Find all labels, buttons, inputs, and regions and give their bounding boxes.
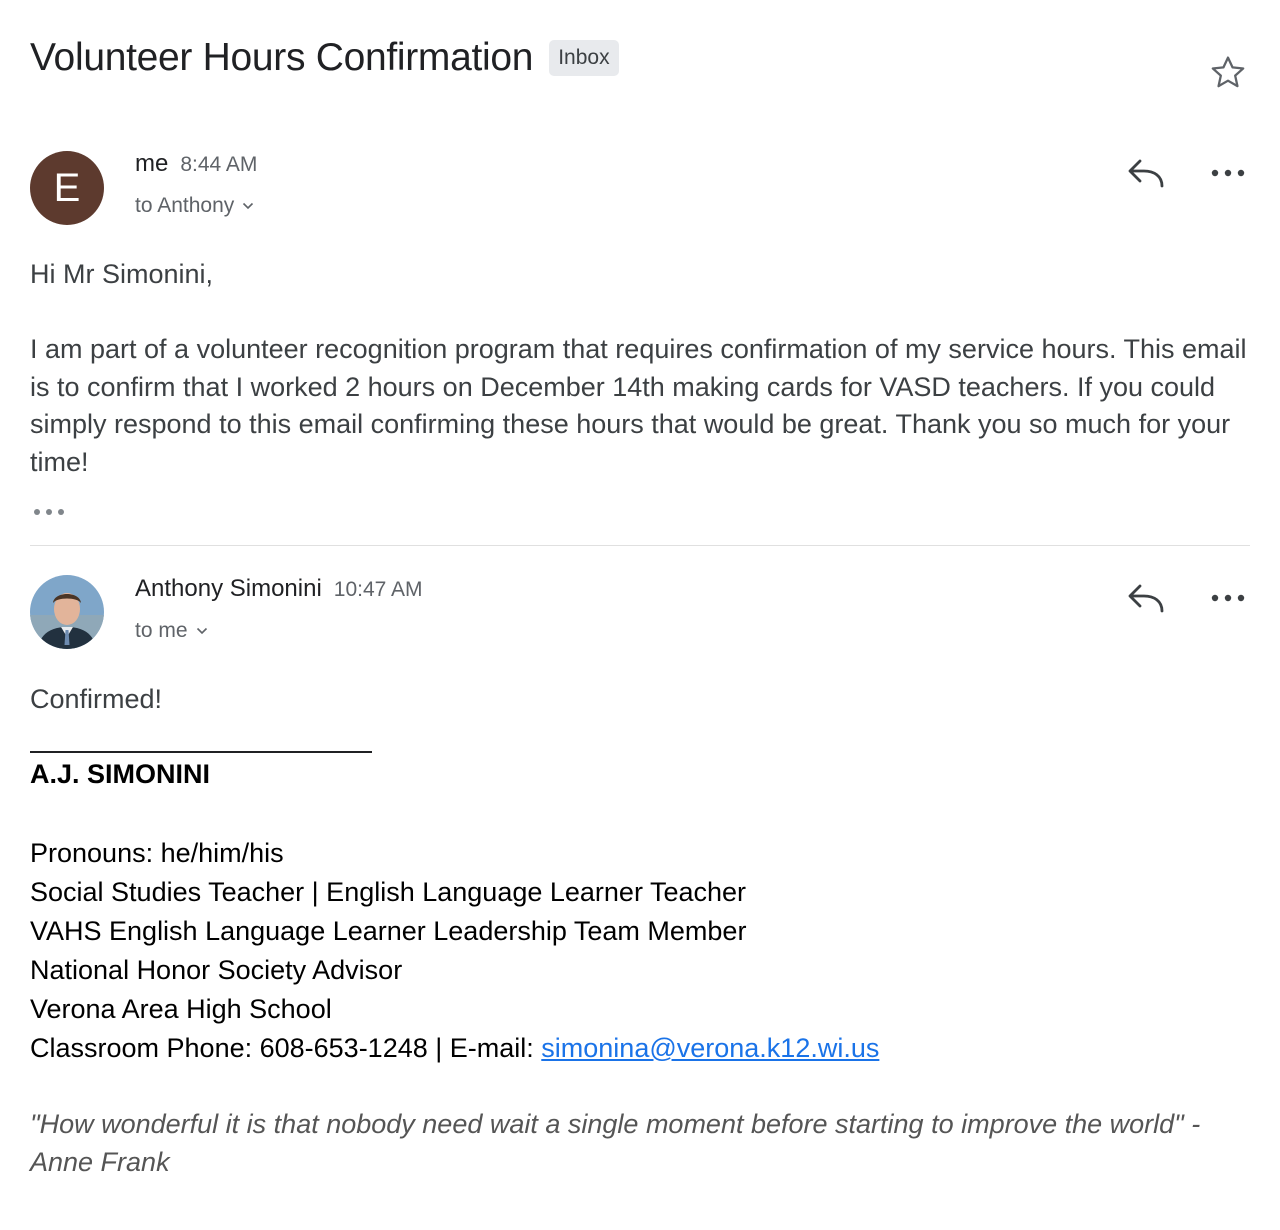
signature-role: National Honor Society Advisor [30, 955, 403, 985]
chevron-down-icon [242, 202, 254, 210]
sender-name[interactable]: me [135, 150, 169, 177]
signature-role: VAHS English Language Learner Leadership Team Member [30, 916, 747, 946]
more-options-icon[interactable] [1210, 166, 1246, 180]
signature-role: Social Studies Teacher | English Language Learner Teacher [30, 877, 747, 907]
reply-icon[interactable] [1126, 156, 1166, 190]
signature-school: Verona Area High School [30, 994, 332, 1024]
message-time: 10:47 AM [333, 578, 423, 601]
recipient-text: to me [135, 619, 188, 642]
signature-email-link[interactable]: simonina@verona.k12.wi.us [541, 1033, 880, 1063]
thread-subject: Volunteer Hours Confirmation [30, 36, 534, 79]
recipient-text: to Anthony [135, 194, 235, 217]
signature-quote: "How wonderful it is that nobody need wait a single moment before starting to improve the world" - Anne Frank [30, 1109, 1201, 1177]
recipient-toggle[interactable] [135, 194, 254, 218]
avatar-photo[interactable] [30, 575, 104, 649]
signature-separator [30, 751, 372, 753]
profile-photo-icon [30, 575, 104, 649]
more-options-icon[interactable] [1210, 591, 1246, 605]
reply-icon[interactable] [1126, 581, 1166, 615]
recipient-toggle[interactable] [135, 619, 208, 643]
inbox-label-badge[interactable]: Inbox [549, 40, 618, 76]
signature-contact [30, 1029, 879, 1068]
message-divider [30, 545, 1250, 546]
message-2 [30, 575, 1250, 1215]
message-1 [30, 150, 1250, 530]
chevron-down-icon [196, 627, 208, 635]
sender-line [135, 575, 423, 603]
message-greeting: Hi Mr Simonini, [30, 259, 214, 289]
avatar[interactable] [30, 151, 104, 225]
signature-block [30, 834, 879, 1068]
message-body: Confirmed! [30, 684, 163, 714]
sender-name[interactable]: Anthony Simonini [135, 575, 322, 602]
signature-name: A.J. SIMONINI [30, 759, 211, 789]
signature-pronouns: Pronouns: he/him/his [30, 838, 284, 868]
thread-header [30, 36, 619, 80]
sender-line [135, 150, 257, 178]
message-body: I am part of a volunteer recognition program that requires confirmation of my service hours. This email is to confirm that I worked 2 hours on December 14th making cards for VASD teachers. If you could simply respond to this email confirming these hours that would be great. Thank you so much for your time! [30, 334, 1247, 477]
star-icon[interactable] [1207, 52, 1249, 94]
avatar-letter: E [53, 165, 81, 210]
message-time: 8:44 AM [180, 153, 258, 176]
signature-phone: Classroom Phone: 608-653-1248 | E-mail: [30, 1033, 542, 1063]
show-trimmed-content-icon[interactable] [32, 506, 66, 518]
